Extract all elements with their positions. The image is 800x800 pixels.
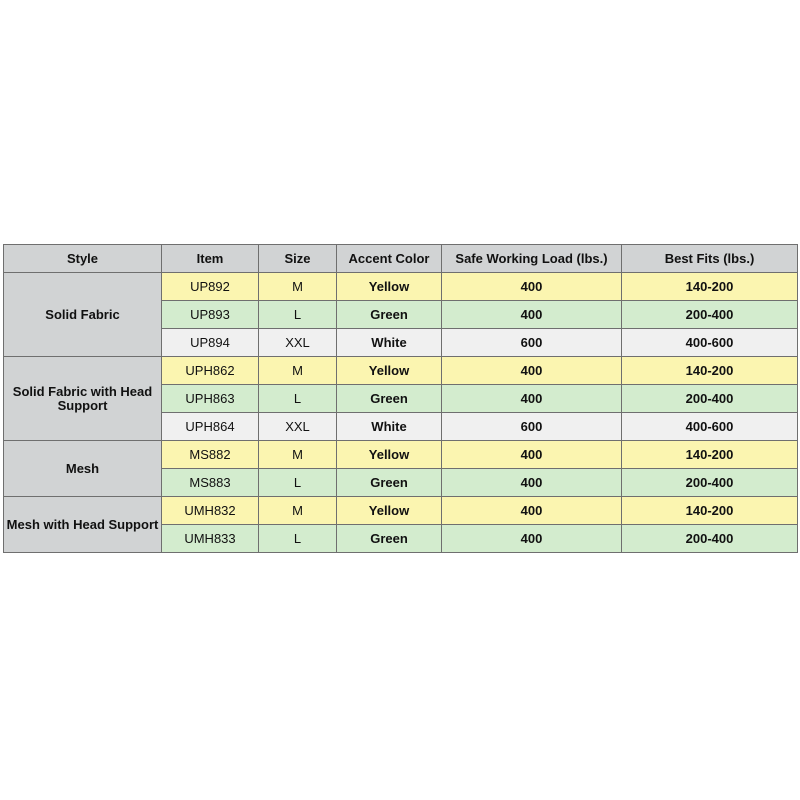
item-cell: UPH862 <box>162 357 259 385</box>
safe-working-load-cell: 400 <box>442 273 622 301</box>
size-cell: XXL <box>259 413 337 441</box>
size-cell: L <box>259 385 337 413</box>
accent-color-cell: Yellow <box>337 497 442 525</box>
header-style: Style <box>4 245 162 273</box>
best-fits-cell: 140-200 <box>622 441 798 469</box>
best-fits-cell: 140-200 <box>622 497 798 525</box>
header-size: Size <box>259 245 337 273</box>
table-body <box>4 273 798 553</box>
header-item: Item <box>162 245 259 273</box>
accent-color-cell: Green <box>337 301 442 329</box>
item-cell: UPH864 <box>162 413 259 441</box>
size-cell: L <box>259 525 337 553</box>
accent-color-cell: Green <box>337 385 442 413</box>
size-cell: M <box>259 357 337 385</box>
best-fits-cell: 200-400 <box>622 301 798 329</box>
safe-working-load-cell: 400 <box>442 385 622 413</box>
best-fits-cell: 200-400 <box>622 525 798 553</box>
table-row <box>4 497 798 525</box>
safe-working-load-cell: 400 <box>442 441 622 469</box>
size-cell: M <box>259 441 337 469</box>
style-group-cell: Mesh <box>4 441 162 497</box>
table-row <box>4 273 798 301</box>
item-cell: UMH832 <box>162 497 259 525</box>
accent-color-cell: Yellow <box>337 357 442 385</box>
item-cell: UP892 <box>162 273 259 301</box>
safe-working-load-cell: 400 <box>442 469 622 497</box>
item-cell: UPH863 <box>162 385 259 413</box>
size-cell: M <box>259 273 337 301</box>
header-safe-working-load: Safe Working Load (lbs.) <box>442 245 622 273</box>
best-fits-cell: 140-200 <box>622 357 798 385</box>
style-group-cell: Solid Fabric with Head Support <box>4 357 162 441</box>
safe-working-load-cell: 400 <box>442 357 622 385</box>
size-cell: L <box>259 469 337 497</box>
best-fits-cell: 200-400 <box>622 469 798 497</box>
safe-working-load-cell: 600 <box>442 329 622 357</box>
size-cell: XXL <box>259 329 337 357</box>
best-fits-cell: 200-400 <box>622 385 798 413</box>
accent-color-cell: Green <box>337 469 442 497</box>
style-group-cell: Mesh with Head Support <box>4 497 162 553</box>
best-fits-cell: 400-600 <box>622 413 798 441</box>
accent-color-cell: White <box>337 329 442 357</box>
safe-working-load-cell: 400 <box>442 497 622 525</box>
table-header-row <box>4 245 798 273</box>
header-accent-color: Accent Color <box>337 245 442 273</box>
item-cell: MS882 <box>162 441 259 469</box>
safe-working-load-cell: 400 <box>442 525 622 553</box>
safe-working-load-cell: 600 <box>442 413 622 441</box>
table-row <box>4 357 798 385</box>
style-group-cell: Solid Fabric <box>4 273 162 357</box>
item-cell: MS883 <box>162 469 259 497</box>
best-fits-cell: 140-200 <box>622 273 798 301</box>
accent-color-cell: White <box>337 413 442 441</box>
header-best-fits: Best Fits (lbs.) <box>622 245 798 273</box>
item-cell: UMH833 <box>162 525 259 553</box>
size-cell: L <box>259 301 337 329</box>
accent-color-cell: Green <box>337 525 442 553</box>
item-cell: UP893 <box>162 301 259 329</box>
accent-color-cell: Yellow <box>337 273 442 301</box>
best-fits-cell: 400-600 <box>622 329 798 357</box>
safe-working-load-cell: 400 <box>442 301 622 329</box>
size-cell: M <box>259 497 337 525</box>
accent-color-cell: Yellow <box>337 441 442 469</box>
sling-size-table <box>3 244 798 553</box>
table-row <box>4 441 798 469</box>
item-cell: UP894 <box>162 329 259 357</box>
